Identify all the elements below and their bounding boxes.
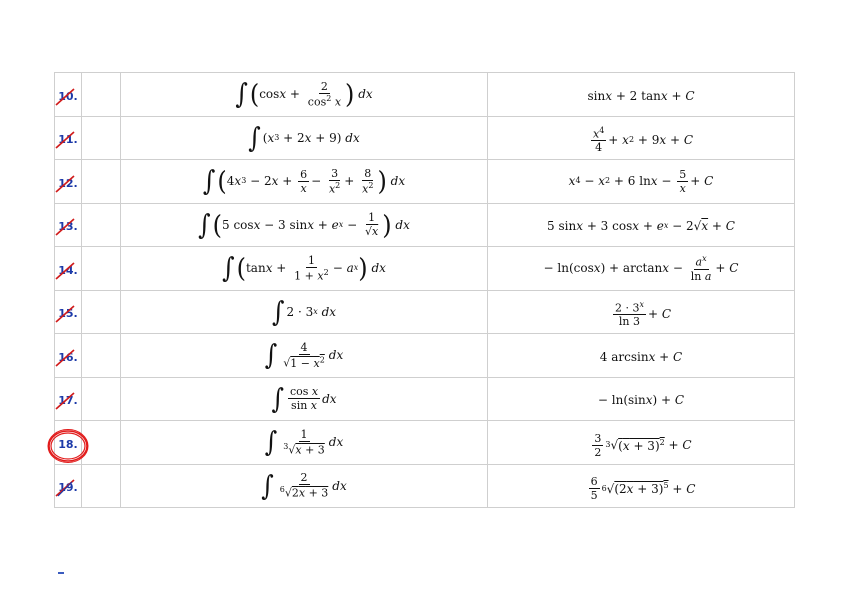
table-row: [55, 203, 795, 247]
blank-cell: [82, 116, 121, 160]
row-number: 17.: [58, 394, 78, 407]
integral-cell: [121, 247, 488, 291]
integral-cell: [121, 464, 488, 508]
table-row: [55, 73, 795, 117]
table-row: [55, 290, 795, 334]
integral-cell: [121, 290, 488, 334]
integral-expression: ∫ $\frac{2}{^6√2x + 3}$ dx: [261, 469, 347, 502]
table-row: [55, 334, 795, 378]
integral-expression: ∫ ( 5 cos x − 3 sin x + e x − $\frac{1}{√x}$ ) dx: [198, 208, 410, 241]
row-number-cell: [55, 377, 82, 421]
blank-cell: [82, 334, 121, 378]
slash-mark-icon: [54, 217, 76, 237]
row-number-cell: [55, 203, 82, 247]
answer-expression: $\frac{x^4}{4}$ + x 2 + 9 x + C: [592, 125, 694, 155]
table-row: [55, 377, 795, 421]
integral-cell: [121, 334, 488, 378]
row-number: 13.: [58, 220, 78, 233]
answer-cell: [488, 247, 795, 291]
row-number: 19.: [58, 481, 78, 494]
blank-cell: [82, 160, 121, 204]
circle-mark-icon: [46, 428, 90, 464]
slash-mark-icon: [54, 87, 76, 107]
answer-expression: x 4 − x 2 + 6 ln x − $\frac{5}{x}$ + C: [568, 167, 714, 195]
integral-expression: ∫ ( cos x + $\frac{2}{\cos^2 x}$ ) dx: [235, 78, 373, 111]
integral-cell: [121, 421, 488, 465]
row-number-cell: [55, 421, 82, 465]
slash-mark-icon: [54, 478, 76, 498]
answer-cell: [488, 203, 795, 247]
integral-expression: ∫ $\frac{\text{cos x}}{\text{sin x}}$ dx: [271, 382, 337, 415]
row-number: 10.: [58, 90, 78, 103]
answer-expression: $\frac{2 \cdot 3^x}{\ln 3}$ + C: [614, 299, 672, 329]
integral-expression: ∫ ( x 3 + 2 x + 9) dx: [248, 121, 360, 154]
blank-cell: [82, 464, 121, 508]
integral-cell: [121, 116, 488, 160]
slash-mark-icon: [54, 304, 76, 324]
answer-expression: 4 arcsin x + C: [599, 349, 683, 364]
answer-expression: sin x + 2 tan x + C: [587, 88, 695, 103]
row-number-cell: [55, 464, 82, 508]
table-row: [55, 116, 795, 160]
integral-expression: ∫ $\frac{1}{^3√x + 3}$ dx: [264, 426, 344, 459]
row-number: 16.: [58, 351, 78, 364]
table-row: [55, 160, 795, 204]
table-row: [55, 247, 795, 291]
blank-cell: [82, 290, 121, 334]
row-number-cell: [55, 247, 82, 291]
answer-cell: [488, 73, 795, 117]
answer-expression: $\frac{3}{2}$ 3 √ $(x + 3)^2$ + C: [594, 431, 692, 459]
integral-cell: [121, 73, 488, 117]
answer-expression: − ln(cos x ) + arctan x − $\frac{a^x}{\text{ln a}}$ + C: [543, 253, 739, 283]
slash-mark-icon: [54, 261, 76, 281]
row-number-cell: [55, 290, 82, 334]
stray-pen-mark: [58, 572, 64, 574]
slash-mark-icon: [54, 391, 76, 411]
integral-cell: [121, 377, 488, 421]
answer-expression: − ln(sin x ) + C: [597, 393, 685, 408]
answer-cell: [488, 116, 795, 160]
answer-cell: [488, 421, 795, 465]
answer-cell: [488, 290, 795, 334]
integral-expression: ∫ 2 · 3 x dx: [271, 295, 337, 328]
slash-mark-icon: [54, 130, 76, 150]
blank-cell: [82, 203, 121, 247]
answer-cell: [488, 464, 795, 508]
slash-mark-icon: [54, 348, 76, 368]
row-number: 12.: [58, 177, 78, 190]
row-number-cell: [55, 116, 82, 160]
table-row: [55, 464, 795, 508]
exercise-table: [54, 72, 795, 508]
integral-cell: [121, 203, 488, 247]
row-number-cell: [55, 73, 82, 117]
blank-cell: [82, 377, 121, 421]
integral-cell: [121, 160, 488, 204]
row-number: 14.: [58, 264, 78, 277]
answer-cell: [488, 334, 795, 378]
table-row: [55, 421, 795, 465]
row-number: 18.: [58, 438, 78, 451]
row-number: 15.: [58, 307, 78, 320]
row-number: 11.: [58, 133, 78, 146]
integral-expression: ∫ $\frac{4}{√1 - x^2}$ dx: [264, 339, 344, 372]
answer-cell: [488, 377, 795, 421]
answer-expression: 5 sin x + 3 cos x + e x − 2√ x + C: [547, 219, 735, 234]
blank-cell: [82, 73, 121, 117]
integral-expression: ∫ ( 4 x 3 − 2 x + $\frac{6}{x}$ − $\frac{3}{x^2}$ + $\frac{8}{x^2}$ ) dx: [202, 165, 406, 198]
integral-expression: ∫ ( tan x + $\frac{1}{1 + x^2}$ − a x ) dx: [222, 252, 386, 285]
slash-mark-icon: [54, 174, 76, 194]
answer-cell: [488, 160, 795, 204]
answer-expression: $\frac{6}{5}$ 6 √ $(2x + 3)^5$ + C: [590, 475, 696, 503]
row-number-cell: [55, 160, 82, 204]
blank-cell: [82, 247, 121, 291]
row-number-cell: [55, 334, 82, 378]
